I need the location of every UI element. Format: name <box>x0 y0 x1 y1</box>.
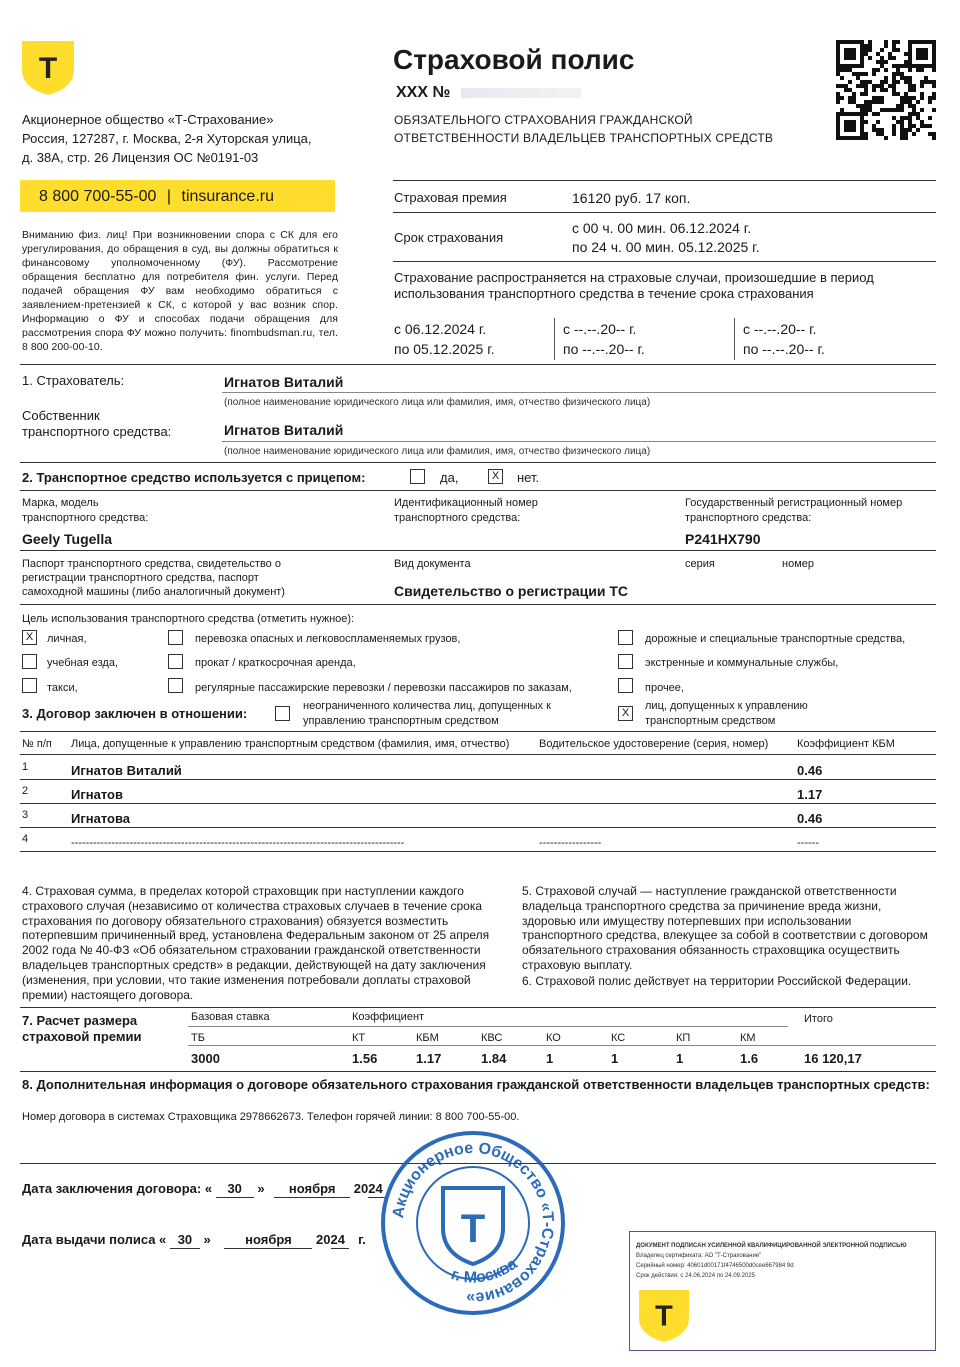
term-to: по 24 ч. 00 мин. 05.12.2025 г. <box>572 239 760 255</box>
drivers-header-kbm: Коэффициент КБМ <box>797 738 895 750</box>
divider <box>20 851 936 852</box>
divider <box>393 180 936 181</box>
usage-dangerous-label: перевозка опасных и легковоспламеняемых грузов, <box>195 633 461 645</box>
contact-site: tinsurance.ru <box>181 188 274 205</box>
calc-label-2: страховой премии <box>22 1029 142 1044</box>
clause-5: 5. Страховой случай — наступление гражданской ответственности владельца транспортного средства за причинение вреда жизни, здоровью или имуществу потерпевших при использовании транспортного средства, влекущее за собой в соответствии с договором обязательного страхования обязанность страховщика осуществить страховую выплату. <box>522 884 928 972</box>
contact-phone: 8 800 700-55-00 <box>39 188 157 205</box>
row-number: 2 <box>22 785 29 797</box>
row-number: 4 <box>22 833 29 845</box>
svg-text:T: T <box>38 52 58 85</box>
driver-license: ----------------- <box>539 837 602 849</box>
usage-emergency-label: экстренные и коммунальные службы, <box>645 657 839 669</box>
driver-kbm: 1.17 <box>797 787 823 802</box>
svg-text:Акционерное Общество «Т-Страхо: Акционерное Общество «Т-Страхование» <box>390 1139 557 1307</box>
issue-date-year-prefix: 20 <box>316 1232 331 1247</box>
model-label-1: Марка, модель <box>22 497 99 509</box>
issue-date-day: 30 <box>170 1232 200 1249</box>
calc-col-kt: КТ <box>352 1032 366 1044</box>
doc-number-label: номер <box>782 558 814 570</box>
drivers-header-name: Лица, допущенные к управлению транспортным средством (фамилия, имя, отчество) <box>71 738 510 750</box>
calc-col-ks: КС <box>611 1032 626 1044</box>
driver-kbm: ------ <box>797 837 819 849</box>
calc-val-ko: 1 <box>546 1051 554 1066</box>
calc-val-kp: 1 <box>676 1051 684 1066</box>
signature-line-2: Владелец сертификата: АО "Т-Страхование" <box>636 1253 762 1259</box>
usage-passenger-label: регулярные пассажирские перевозки / перевозки пассажиров по заказам, <box>195 682 572 694</box>
model-label-2: транспортного средства: <box>22 512 149 524</box>
doc-type-value: Свидетельство о регистрации ТС <box>394 583 629 599</box>
owner-label-2: транспортного средства: <box>22 424 172 439</box>
issue-date-month: ноября <box>224 1232 312 1249</box>
divider <box>20 490 936 491</box>
divider <box>554 318 555 360</box>
period-2-to: по --.--.20-- г. <box>563 341 645 357</box>
driver-name: Игнатов Виталий <box>71 763 182 778</box>
calc-val-kt: 1.56 <box>352 1051 378 1066</box>
usage-training-checkbox[interactable] <box>22 654 37 669</box>
signature-line-3: Серийный номер: 40601d00171f4746500d0cee667984 9d <box>636 1263 794 1269</box>
divider <box>20 604 936 605</box>
vin-label-1: Идентификационный номер <box>394 497 538 509</box>
signature-line-1: ДОКУМЕНТ ПОДПИСАН УСИЛЕННОЙ КВАЛИФИЦИРОВАННОЙ ЭЛЕКТРОННОЙ ПОДПИСЬЮ <box>636 1243 907 1249</box>
divider <box>188 1045 936 1046</box>
divider <box>20 462 936 463</box>
divider <box>20 1071 936 1072</box>
signature-line-4: Срок действия: с 24.06.2024 по 24.09.2025 <box>636 1273 756 1279</box>
passport-label-2: регистрации транспортного средства, паспорт <box>22 572 259 584</box>
divider <box>20 1007 936 1008</box>
divider <box>20 827 936 828</box>
term-label: Срок страхования <box>394 230 504 245</box>
driver-name: Игнатов <box>71 787 123 802</box>
divider <box>393 212 936 213</box>
vin-label-2: транспортного средства: <box>394 512 521 524</box>
drivers-header-num: № п/п <box>22 738 52 750</box>
issue-date-quote: » <box>203 1232 211 1247</box>
owner-label-1: Собственник <box>22 408 100 423</box>
period-1-from: с 06.12.2024 г. <box>394 321 487 337</box>
trailer-yes-checkbox[interactable] <box>410 469 425 484</box>
additional-label: 8. Дополнительная информация о договоре обязательного страхования гражданской ответственности владельцев транспортных средств: <box>22 1077 930 1092</box>
divider <box>393 261 936 262</box>
svg-text:г. Москва: г. Москва <box>448 1255 521 1287</box>
drivers-header-license: Водительское удостоверение (серия, номер) <box>539 738 769 750</box>
usage-personal-checkbox[interactable]: X <box>22 630 37 645</box>
plate-value: Р241НХ790 <box>685 531 761 547</box>
contact-bar <box>20 180 335 212</box>
signature-logo <box>638 1288 690 1344</box>
period-3-from: с --.--.20-- г. <box>743 321 817 337</box>
qr-code <box>836 40 936 140</box>
divider <box>222 392 936 393</box>
contract-date <box>22 1181 386 1198</box>
divider <box>20 803 936 804</box>
contract-date-day: 30 <box>216 1181 254 1198</box>
plate-label-2: транспортного средства: <box>685 512 812 524</box>
table-row <box>0 829 960 853</box>
period-3-to: по --.--.20-- г. <box>743 341 825 357</box>
model-value: Geely Tugella <box>22 531 112 547</box>
policy-number-redacted <box>461 88 581 98</box>
calc-base-label: Базовая ставка <box>191 1011 270 1023</box>
calc-val-kvs: 1.84 <box>481 1051 507 1066</box>
term-from: с 00 ч. 00 мин. 06.12.2024 г. <box>572 220 752 236</box>
usage-personal-label: личная, <box>47 633 87 645</box>
issue-date <box>22 1232 366 1249</box>
driver-kbm: 0.46 <box>797 763 823 778</box>
limited-drivers-label-1: лиц, допущенных к управлению <box>645 700 808 712</box>
page-subtitle-1: ОБЯЗАТЕЛЬНОГО СТРАХОВАНИЯ ГРАЖДАНСКОЙ <box>394 113 693 127</box>
usage-special-label: дорожные и специальные транспортные средства, <box>645 633 906 645</box>
table-row <box>0 805 960 829</box>
company-logo <box>21 40 73 96</box>
contract-date-month: ноября <box>274 1181 350 1198</box>
company-info <box>22 112 352 166</box>
divider <box>20 364 936 365</box>
calc-col-km: КМ <box>740 1032 756 1044</box>
additional-text: Номер договора в системах Страховщика 2978662673. Телефон горячей линии: 8 800 700-55-00. <box>22 1111 520 1123</box>
unlimited-drivers-checkbox[interactable] <box>275 706 290 721</box>
policy-series <box>396 83 581 102</box>
usage-passenger-checkbox[interactable] <box>168 678 183 693</box>
limited-drivers-label-2: транспортным средством <box>645 715 776 727</box>
usage-training-label: учебная езда, <box>47 657 119 669</box>
passport-label-1: Паспорт транспортного средства, свидетельство о <box>22 558 281 570</box>
clause-6: 6. Страховой полис действует на территории Российской Федерации. <box>522 974 912 988</box>
calc-col-kp: КП <box>676 1032 691 1044</box>
calc-label-1: 7. Расчет размера <box>22 1013 138 1028</box>
company-address-2: д. 38А, стр. 26 Лицензия ОС №0191-03 <box>22 150 259 165</box>
premium-value: 16120 руб. 17 коп. <box>572 190 691 206</box>
divider <box>20 754 936 755</box>
divider <box>20 779 936 780</box>
usage-taxi-label: такси, <box>47 682 78 694</box>
contract-date-quote: » <box>257 1181 265 1196</box>
driver-kbm: 0.46 <box>797 811 823 826</box>
doc-type-label: Вид документа <box>394 558 471 570</box>
calc-val-ks: 1 <box>611 1051 619 1066</box>
calc-col-kbm: КБМ <box>416 1032 439 1044</box>
unlimited-drivers-label-2: управлению транспортным средством <box>303 715 499 727</box>
divider <box>20 550 936 551</box>
page-subtitle-2: ОТВЕТСТВЕННОСТИ ВЛАДЕЛЬЦЕВ ТРАНСПОРТНЫХ СРЕДСТВ <box>394 131 774 145</box>
policy-series-label: ХХХ № <box>396 84 451 101</box>
usage-label: Цель использования транспортного средства (отметить нужное): <box>22 613 355 625</box>
e-signature-box <box>629 1231 936 1351</box>
svg-text:T: T <box>460 1207 486 1251</box>
divider <box>222 441 936 442</box>
trailer-no-label: нет. <box>517 470 540 485</box>
premium-label: Страховая премия <box>394 190 507 205</box>
coverage-note: Страхование распространяется на страховые случаи, произошедшие в период использования транспортного средства в течение срока страхования <box>394 270 874 301</box>
divider <box>188 1026 788 1027</box>
divider <box>734 318 735 360</box>
row-number: 3 <box>22 809 29 821</box>
driver-name: ------------------------------------------------------------------------------------------- <box>71 837 405 849</box>
calc-val-km: 1.6 <box>740 1051 759 1066</box>
calc-val-tb: 3000 <box>191 1051 220 1066</box>
contract-scope-label: 3. Договор заключен в отношении: <box>22 706 248 721</box>
driver-name: Игнатова <box>71 811 131 826</box>
company-stamp <box>380 1130 566 1316</box>
contract-date-year: 24 <box>368 1181 386 1198</box>
limited-drivers-checkbox[interactable]: X <box>618 706 633 721</box>
calc-col-ko: КО <box>546 1032 561 1044</box>
insurer-label: 1. Страхователь: <box>22 373 125 388</box>
unlimited-drivers-label-1: неограниченного количества лиц, допущенных к <box>303 700 551 712</box>
notice-text: Вниманию физ. лиц! При возникновении спора с СК для его урегулирования, до обращения в суд, вы должны обратиться к финансовому уполномоченному (ФУ). Рассмотрение обращения бесплатно для потребителя фин. услуги. Перед подачей обращения ФУ вам необходимо обратиться с заявлением-претензией к СК, с которой у вас возник спор. Информацию о ФУ и способах подачи обращения для рассмотрения спора ФУ можно получить: finombudsman.ru, тел. 8 800 200-00-10. <box>22 230 338 353</box>
calc-coef-label: Коэффициент <box>352 1011 425 1023</box>
usage-rental-label: прокат / краткосрочная аренда, <box>195 657 356 669</box>
usage-taxi-checkbox[interactable] <box>22 678 37 693</box>
trailer-no-checkbox[interactable]: X <box>488 469 503 484</box>
contact-separator: | <box>166 188 172 205</box>
usage-dangerous-checkbox[interactable] <box>168 630 183 645</box>
issue-date-label: Дата выдачи полиса « <box>22 1232 167 1247</box>
trailer-label: 2. Транспортное средство используется с прицепом: <box>22 470 366 485</box>
clause-4: 4. Страховая сумма, в пределах которой страховщик при наступлении каждого страхового случая (независимо от количества страховых случаев в течение срока страхования по договору обязательного страхования) обязуется возместить потерпевшим причиненный вред, установлена Федеральным законом от 25 апреля 2002 года № 40-ФЗ «Об обязательном страховании гражданской ответственности владельцев транспортных средств» в редакции, действующей на дату заключения (изменения, при условии, что такие изменения потребовали доплаты страховой премии) настоящего договора. <box>22 884 490 1002</box>
calc-val-kbm: 1.17 <box>416 1051 442 1066</box>
row-number: 1 <box>22 761 29 773</box>
issue-date-year: 24 <box>331 1232 349 1249</box>
insurer-hint: (полное наименование юридического лица или фамилия, имя, отчество физического лица) <box>224 397 651 408</box>
period-1-to: по 05.12.2025 г. <box>394 341 495 357</box>
calc-col-tb: ТБ <box>191 1032 205 1044</box>
svg-text:T: T <box>655 1300 673 1333</box>
trailer-yes-label: да, <box>440 470 459 485</box>
plate-label-1: Государственный регистрационный номер <box>685 497 903 509</box>
issue-date-year-suffix: г. <box>358 1232 366 1247</box>
usage-other-checkbox[interactable] <box>618 678 633 693</box>
period-2-from: с --.--.20-- г. <box>563 321 637 337</box>
company-address-1: Россия, 127287, г. Москва, 2-я Хуторская улица, <box>22 131 312 146</box>
calc-col-kvs: КВС <box>481 1032 503 1044</box>
usage-special-checkbox[interactable] <box>618 630 633 645</box>
doc-series-label: серия <box>685 558 715 570</box>
table-row <box>0 757 960 781</box>
passport-label-3: самоходной машины (либо аналогичный документ) <box>22 586 285 598</box>
owner-value: Игнатов Виталий <box>224 422 344 438</box>
contract-date-label: Дата заключения договора: « <box>22 1181 213 1196</box>
usage-emergency-checkbox[interactable] <box>618 654 633 669</box>
page-title: Страховой полис <box>393 44 635 75</box>
company-name: Акционерное общество «Т-Страхование» <box>22 112 274 127</box>
divider <box>20 731 936 732</box>
calc-total-value: 16 120,17 <box>804 1051 862 1066</box>
contract-date-year-prefix: 20 <box>353 1181 369 1196</box>
table-row <box>0 781 960 805</box>
insurer-value: Игнатов Виталий <box>224 374 344 390</box>
owner-hint: (полное наименование юридического лица или фамилия, имя, отчество физического лица) <box>224 446 651 457</box>
calc-total-label: Итого <box>804 1013 833 1025</box>
usage-rental-checkbox[interactable] <box>168 654 183 669</box>
usage-other-label: прочее, <box>645 682 684 694</box>
